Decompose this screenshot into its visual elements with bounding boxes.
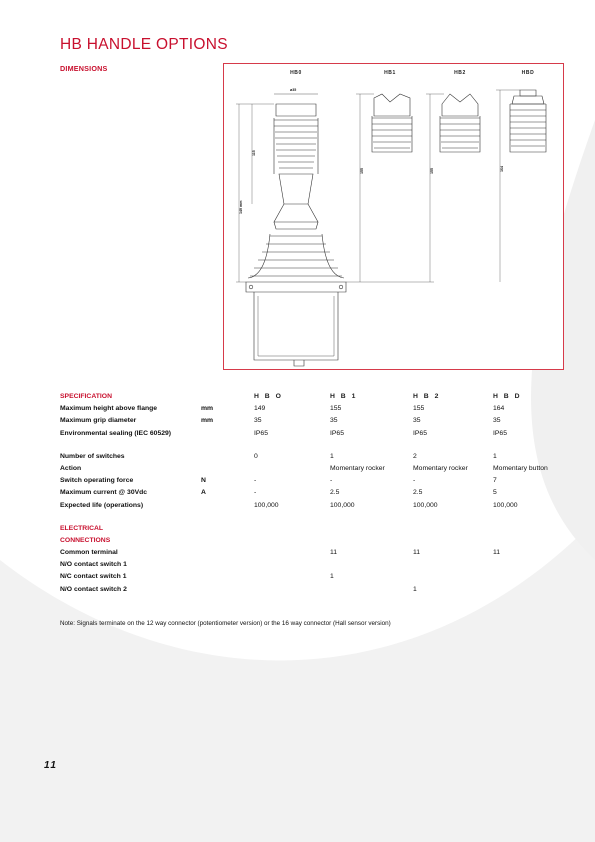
- cell: IP65: [413, 429, 427, 437]
- electrical-heading-line1: ELECTRICAL: [60, 524, 104, 532]
- cell: IP65: [254, 429, 268, 437]
- hb0-boot-ribs: [248, 234, 344, 278]
- dimensions-figure: [223, 63, 564, 370]
- cell: 2: [413, 452, 417, 460]
- specification-table: [60, 393, 560, 598]
- row-unit: mm: [201, 417, 214, 425]
- hbd-drawing: [496, 90, 546, 282]
- table-row: [60, 489, 560, 501]
- cell: Momentary rocker: [330, 464, 385, 472]
- table-row: [60, 417, 560, 429]
- cell: 100,000: [413, 501, 438, 509]
- row-label: N/C contact switch 1: [60, 573, 127, 581]
- col-hbo: H B O: [254, 393, 283, 400]
- col-hb2: H B 2: [413, 393, 441, 400]
- cell: 11: [330, 549, 338, 557]
- cell: IP65: [493, 429, 507, 437]
- page-title: HB HANDLE OPTIONS: [60, 36, 228, 53]
- dimensions-heading: DIMENSIONS: [60, 64, 108, 73]
- cell: 1: [330, 573, 334, 581]
- cell: 1: [413, 585, 417, 593]
- cell: -: [254, 477, 257, 485]
- cell: Momentary rocker: [413, 464, 468, 472]
- cell: 164: [493, 405, 505, 413]
- hb0-grip-ribs: [274, 118, 318, 174]
- joystick-drawings: [224, 64, 563, 369]
- row-label: Environmental sealing (IEC 60529): [60, 429, 172, 437]
- table-row: [60, 453, 560, 465]
- cell: -: [254, 489, 257, 497]
- hb2-drawing: [426, 94, 480, 282]
- table-row: [60, 561, 560, 573]
- table-row: [60, 586, 560, 598]
- table-row: [60, 430, 560, 442]
- handle-label-hb0: HB0: [290, 70, 302, 76]
- dim-hbd: 164: [500, 166, 504, 172]
- cell: 2.5: [413, 489, 423, 497]
- cell: 7: [493, 477, 497, 485]
- cell: -: [330, 477, 333, 485]
- cell: Momentary button: [493, 464, 548, 472]
- electrical-heading-row: [60, 525, 560, 537]
- col-hbd: H B D: [493, 393, 522, 400]
- row-label: Maximum grip diameter: [60, 417, 137, 425]
- table-row: [60, 405, 560, 417]
- row-label: Common terminal: [60, 549, 118, 557]
- handle-label-hb2: HB2: [454, 70, 466, 76]
- dim-grip-diameter: ø35: [290, 88, 297, 92]
- hb0-dimension-lines: [236, 104, 274, 282]
- cell: 100,000: [254, 501, 279, 509]
- electrical-heading-line2: CONNECTIONS: [60, 536, 111, 544]
- cell: 35: [330, 417, 338, 425]
- cell: 100,000: [493, 501, 518, 509]
- electrical-heading-row: [60, 537, 560, 549]
- row-label: Maximum height above flange: [60, 405, 158, 413]
- specification-heading: SPECIFICATION: [60, 393, 112, 400]
- row-label: N/O contact switch 2: [60, 585, 127, 593]
- row-label: Switch operating force: [60, 477, 134, 485]
- cell: 35: [413, 417, 421, 425]
- cell: 1: [493, 452, 497, 460]
- table-row: [60, 502, 560, 514]
- footnote: Note: Signals terminate on the 12 way connector (potentiometer version) or the 16 way connector (Hall sensor version): [60, 620, 391, 627]
- hb0-drawing: [246, 94, 346, 366]
- dim-hbo-total: 149 mm: [239, 200, 243, 214]
- cell: 155: [330, 405, 342, 413]
- dim-hbo-upper: 115: [252, 150, 256, 156]
- cell: 0: [254, 452, 258, 460]
- cell: 2.5: [330, 489, 340, 497]
- page-number: 11: [44, 760, 58, 771]
- row-label: Maximum current @ 30Vdc: [60, 489, 148, 497]
- col-hb1: H B 1: [330, 393, 358, 400]
- row-label: Number of switches: [60, 452, 125, 460]
- cell: 149: [254, 405, 266, 413]
- spec-header-row: [60, 393, 560, 405]
- table-row: [60, 549, 560, 561]
- table-row: [60, 477, 560, 489]
- cell: IP65: [330, 429, 344, 437]
- handle-label-hbd: HBD: [521, 70, 535, 76]
- cell: 35: [254, 417, 262, 425]
- row-label: N/O contact switch 1: [60, 561, 127, 569]
- cell: 11: [493, 549, 501, 557]
- row-unit: mm: [201, 405, 214, 413]
- dim-hb1: 155: [360, 168, 364, 174]
- hb1-drawing: [346, 94, 434, 282]
- row-unit: N: [201, 477, 206, 485]
- row-label: Action: [60, 464, 82, 472]
- cell: 100,000: [330, 501, 355, 509]
- cell: 1: [330, 452, 334, 460]
- cell: 5: [493, 489, 497, 497]
- table-row: [60, 465, 560, 477]
- table-row: [60, 573, 560, 585]
- handle-label-hb1: HB1: [384, 70, 396, 76]
- row-label: Expected life (operations): [60, 501, 144, 509]
- cell: -: [413, 477, 416, 485]
- cell: 155: [413, 405, 425, 413]
- cell: 11: [413, 549, 421, 557]
- row-unit: A: [201, 489, 206, 497]
- cell: 35: [493, 417, 501, 425]
- dim-hb2: 155: [430, 168, 434, 174]
